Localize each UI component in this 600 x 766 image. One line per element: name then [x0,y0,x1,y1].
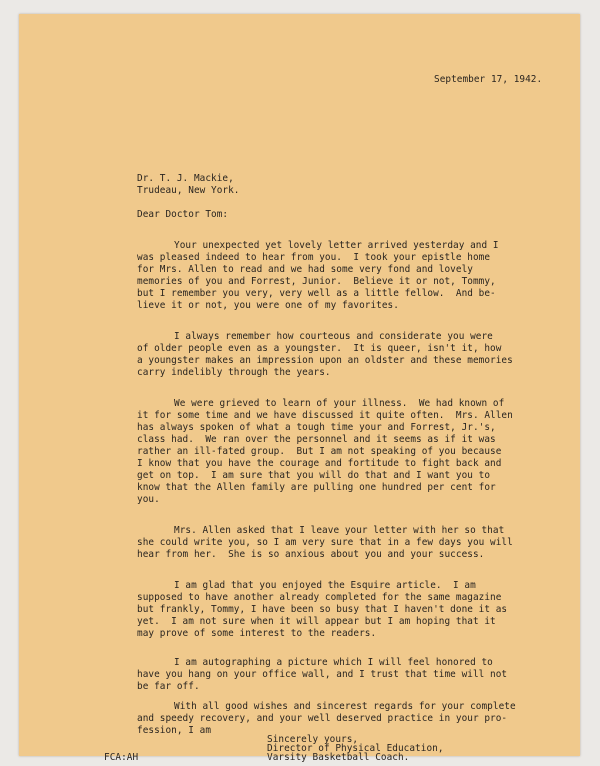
body-line: fession, I am [137,725,212,736]
body-line: for Mrs. Allen to read and we had some very fond and lovely [137,264,473,275]
body-line: carry indelibly through the years. [137,367,331,378]
body-line: We were grieved to learn of your illness. We had known of [174,398,505,409]
body-line: and speedy recovery, and your well deserved practice in your pro- [137,713,508,724]
body-line: it for some time and we have discussed it quite often. Mrs. Allen [137,410,513,421]
body-line: get on top. I am sure that you will do that and I want you to [137,470,491,481]
salutation: Dear Doctor Tom: [137,209,229,220]
body-line: was pleased indeed to hear from you. I took your epistle home [137,252,491,263]
body-line: Mrs. Allen asked that I leave your letter with her so that [174,525,505,536]
body-line: know that the Allen family are pulling one hundred per cent for [137,482,496,493]
body-line: class had. We ran over the personnel and it seems as if it was [137,434,496,445]
body-line: I always remember how courteous and considerate you were [174,331,493,342]
body-line: may prove of some interest to the readers. [137,628,377,639]
body-line: you. [137,494,160,505]
body-line: be far off. [137,681,200,692]
letter-page [19,14,580,763]
body-line: I know that you have the courage and fortitude to fight back and [137,458,502,469]
recipient-location: Trudeau, New York. [137,185,240,196]
signature-title-2: Varsity Basketball Coach. [267,752,410,763]
body-line: I am glad that you enjoyed the Esquire article. I am [174,580,476,591]
body-line: With all good wishes and sincerest regards for your complete [174,701,516,712]
body-line: she could write you, so I am very sure that in a few days you will [137,537,513,548]
body-line: of older people even as a youngster. It is queer, isn't it, how [137,343,502,354]
recipient-name: Dr. T. J. Mackie, [137,173,234,184]
body-line: Your unexpected yet lovely letter arrived yesterday and I [174,240,499,251]
body-line: but I remember you very, very well as a little fellow. And be- [137,288,496,299]
body-line: hear from her. She is so anxious about you and your success. [137,549,485,560]
body-line: supposed to have another already completed for the same magazine [137,592,502,603]
typist-initials: FCA:AH [104,752,139,763]
body-line: have you hang on your office wall, and I trust that time will not [137,669,508,680]
body-line: lieve it or not, you were one of my favorites. [137,300,399,311]
body-line: has always spoken of what a tough time your and Forrest, Jr.'s, [137,422,496,433]
body-line: memories of you and Forrest, Junior. Believe it or not, Tommy, [137,276,496,287]
body-line: rather an ill-fated group. But I am not speaking of you because [137,446,502,457]
body-line: yet. I am not sure when it will appear but I am hoping that it [137,616,496,627]
closing: Sincerely yours, [267,734,359,745]
body-line: I am autographing a picture which I will feel honored to [174,657,493,668]
body-line: but frankly, Tommy, I have been so busy that I haven't done it as [137,604,508,615]
signature-title-1: Director of Physical Education, [267,743,444,754]
letter-date: September 17, 1942. [434,74,543,85]
body-line: a youngster makes an impression upon an oldster and these memories [137,355,513,366]
